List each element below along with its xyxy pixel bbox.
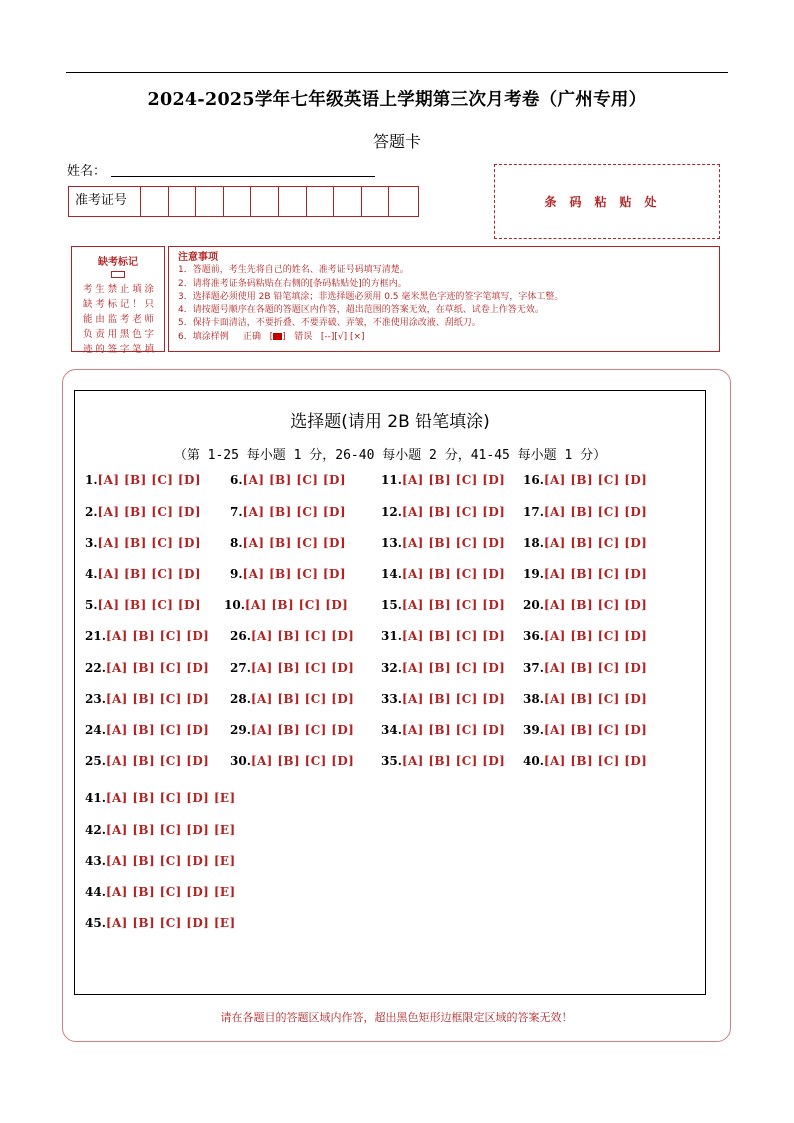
- answer-options[interactable]: [A] [B] [C] [D]: [242, 473, 346, 487]
- note-item: 2．请将准考证条码粘贴在右侧的[条码粘贴处]的方框内。: [178, 278, 407, 289]
- answer-options[interactable]: [A] [B] [C] [D]: [401, 661, 506, 675]
- answer-options[interactable]: [A] [B] [C] [D]: [543, 754, 648, 768]
- answer-options[interactable]: [A] [B] [C] [D]: [401, 505, 506, 519]
- answer-options[interactable]: [A] [B] [C] [D]: [401, 692, 506, 706]
- question-number: 26.: [230, 629, 251, 643]
- answer-options[interactable]: [A] [B] [C] [D]: [97, 536, 201, 550]
- top-rule: [66, 72, 728, 73]
- question-number: 36.: [523, 629, 544, 643]
- question-32: [381, 661, 505, 675]
- question-29: [230, 723, 354, 737]
- question-38: [523, 692, 647, 706]
- question-number: 7.: [230, 505, 243, 519]
- question-44: [85, 885, 236, 899]
- answer-options[interactable]: [A] [B] [C] [D]: [543, 567, 648, 581]
- question-8: [230, 536, 346, 550]
- exam-number-box: [68, 186, 419, 217]
- question-number: 44.: [85, 885, 106, 899]
- question-45: [85, 916, 236, 930]
- exam-number-cell[interactable]: [196, 187, 224, 216]
- answer-options[interactable]: [A] [B] [C] [D]: [105, 723, 210, 737]
- barcode-area: 条码粘贴处: [494, 164, 720, 239]
- question-number: 22.: [85, 661, 106, 675]
- exam-number-cell[interactable]: [141, 187, 169, 216]
- answer-options[interactable]: [A] [B] [C] [D]: [250, 723, 355, 737]
- answer-options[interactable]: [A] [B] [C] [D] [E]: [105, 916, 236, 930]
- question-number: 3.: [85, 536, 98, 550]
- question-number: 20.: [523, 598, 544, 612]
- question-number: 14.: [381, 567, 402, 581]
- question-number: 23.: [85, 692, 106, 706]
- question-13: [381, 536, 505, 550]
- question-number: 37.: [523, 661, 544, 675]
- absent-checkbox[interactable]: [111, 271, 125, 278]
- question-number: 38.: [523, 692, 544, 706]
- question-number: 16.: [523, 473, 544, 487]
- answer-options[interactable]: [A] [B] [C] [D]: [401, 723, 506, 737]
- answer-options[interactable]: [A] [B] [C] [D] [E]: [105, 791, 236, 805]
- question-number: 21.: [85, 629, 106, 643]
- question-number: 17.: [523, 505, 544, 519]
- answer-options[interactable]: [A] [B] [C] [D]: [543, 536, 648, 550]
- answer-options[interactable]: [A] [B] [C] [D]: [242, 536, 346, 550]
- question-40: [523, 754, 647, 768]
- exam-number-cell[interactable]: [224, 187, 252, 216]
- note-item: 5．保持卡面清洁，不要折叠、不要弄破、弄皱，不准使用涂改液、刮纸刀。: [178, 318, 481, 329]
- notes-box: [168, 246, 720, 352]
- question-41: [85, 791, 236, 805]
- page-title: 2024-2025学年七年级英语上学期第三次月考卷（广州专用）: [147, 90, 647, 110]
- question-number: 1.: [85, 473, 98, 487]
- footer-note: 请在各题目的答题区域内作答，超出黑色矩形边框限定区域的答案无效！: [220, 1011, 573, 1024]
- question-17: [523, 505, 647, 519]
- note-item: 1．答题前，考生先将自己的姓名、准考证号码填写清楚。: [178, 265, 409, 276]
- fill-sample-correct-label: 正确: [243, 331, 262, 342]
- question-number: 10.: [224, 598, 245, 612]
- answer-options[interactable]: [A] [B] [C] [D]: [105, 661, 210, 675]
- question-33: [381, 692, 505, 706]
- choice-title: 选择题(请用 2B 铅笔填涂): [290, 412, 490, 432]
- question-15: [381, 598, 505, 612]
- notes-title: 注意事项: [178, 252, 218, 263]
- answer-options[interactable]: [A] [B] [C] [D]: [97, 473, 201, 487]
- question-5: [85, 598, 201, 612]
- question-number: 25.: [85, 754, 106, 768]
- exam-number-cell[interactable]: [251, 187, 279, 216]
- question-3: [85, 536, 201, 550]
- answer-options[interactable]: [A] [B] [C] [D]: [543, 473, 648, 487]
- question-25: [85, 754, 209, 768]
- exam-number-cell[interactable]: [362, 187, 390, 216]
- fill-sample-prefix: 6．填涂样例: [178, 331, 229, 342]
- question-number: 24.: [85, 723, 106, 737]
- question-34: [381, 723, 505, 737]
- answer-options[interactable]: [A] [B] [C] [D]: [401, 754, 506, 768]
- question-23: [85, 692, 209, 706]
- name-field[interactable]: [111, 176, 375, 177]
- question-27: [230, 661, 354, 675]
- question-36: [523, 629, 647, 643]
- absent-text: 考生禁止填涂缺考标记！只能由监考老师负责用黑色字迹的签字笔填: [83, 284, 155, 355]
- answer-options[interactable]: [A] [B] [C] [D]: [543, 598, 648, 612]
- question-number: 12.: [381, 505, 402, 519]
- answer-options[interactable]: [A] [B] [C] [D]: [250, 754, 355, 768]
- question-number: 19.: [523, 567, 544, 581]
- question-number: 35.: [381, 754, 402, 768]
- answer-options[interactable]: [A] [B] [C] [D]: [244, 598, 349, 612]
- fill-sample: 6．填涂样例 正确 [ ] 错误 [--][√] [×]: [178, 331, 365, 342]
- exam-number-cell[interactable]: [307, 187, 335, 216]
- question-37: [523, 661, 647, 675]
- question-number: 2.: [85, 505, 98, 519]
- answer-options[interactable]: [A] [B] [C] [D]: [97, 567, 201, 581]
- question-number: 29.: [230, 723, 251, 737]
- answer-options[interactable]: [A] [B] [C] [D]: [242, 567, 346, 581]
- answer-options[interactable]: [A] [B] [C] [D] [E]: [105, 823, 236, 837]
- answer-options[interactable]: [A] [B] [C] [D]: [401, 567, 506, 581]
- question-9: [230, 567, 346, 581]
- answer-options[interactable]: [A] [B] [C] [D]: [543, 692, 648, 706]
- fill-sample-wrong-label: 错误: [294, 331, 313, 342]
- question-number: 28.: [230, 692, 251, 706]
- question-18: [523, 536, 647, 550]
- question-number: 5.: [85, 598, 98, 612]
- page-subtitle: 答题卡: [372, 132, 421, 151]
- question-16: [523, 473, 647, 487]
- question-number: 9.: [230, 567, 243, 581]
- answer-options[interactable]: [A] [B] [C] [D]: [401, 473, 506, 487]
- question-20: [523, 598, 647, 612]
- question-28: [230, 692, 354, 706]
- answer-options[interactable]: [A] [B] [C] [D]: [97, 598, 201, 612]
- absent-mark-box: [71, 246, 165, 355]
- name-label: 姓名：: [67, 164, 107, 179]
- question-43: [85, 854, 236, 868]
- absent-title: 缺考标记: [98, 257, 138, 268]
- answer-options[interactable]: [A] [B] [C] [D] [E]: [105, 885, 236, 899]
- question-number: 34.: [381, 723, 402, 737]
- answer-options[interactable]: [A] [B] [C] [D]: [250, 629, 355, 643]
- question-number: 15.: [381, 598, 402, 612]
- question-number: 18.: [523, 536, 544, 550]
- question-number: 40.: [523, 754, 544, 768]
- answer-options[interactable]: [A] [B] [C] [D]: [105, 692, 210, 706]
- filled-mark-icon: [273, 333, 282, 340]
- question-number: 32.: [381, 661, 402, 675]
- question-10: [224, 598, 348, 612]
- answer-options[interactable]: [A] [B] [C] [D]: [250, 692, 355, 706]
- answer-options[interactable]: [A] [B] [C] [D]: [543, 661, 648, 675]
- answer-options[interactable]: [A] [B] [C] [D]: [543, 629, 648, 643]
- note-item: 3．选择题必须使用 2B 铅笔填涂；非选择题必须用 0.5 毫米黑色字迹的签字笔填写，字体工整。: [178, 291, 564, 302]
- answer-options[interactable]: [A] [B] [C] [D]: [543, 723, 648, 737]
- exam-number-cell[interactable]: [279, 187, 307, 216]
- question-number: 8.: [230, 536, 243, 550]
- question-number: 6.: [230, 473, 243, 487]
- question-2: [85, 505, 201, 519]
- question-35: [381, 754, 505, 768]
- answer-options[interactable]: [A] [B] [C] [D]: [543, 505, 648, 519]
- answer-options[interactable]: [A] [B] [C] [D]: [105, 754, 210, 768]
- answer-options[interactable]: [A] [B] [C] [D]: [401, 536, 506, 550]
- question-14: [381, 567, 505, 581]
- question-11: [381, 473, 505, 487]
- exam-number-cell[interactable]: [169, 187, 197, 216]
- exam-number-cell[interactable]: [389, 187, 417, 216]
- question-number: 13.: [381, 536, 402, 550]
- question-number: 39.: [523, 723, 544, 737]
- question-number: 43.: [85, 854, 106, 868]
- question-number: 27.: [230, 661, 251, 675]
- answer-options[interactable]: [A] [B] [C] [D]: [242, 505, 346, 519]
- answer-options[interactable]: [A] [B] [C] [D]: [97, 505, 201, 519]
- question-21: [85, 629, 209, 643]
- answer-options[interactable]: [A] [B] [C] [D]: [401, 629, 506, 643]
- question-number: 11.: [381, 473, 402, 487]
- question-4: [85, 567, 201, 581]
- question-number: 42.: [85, 823, 106, 837]
- question-39: [523, 723, 647, 737]
- answer-options[interactable]: [A] [B] [C] [D]: [250, 661, 355, 675]
- question-number: 45.: [85, 916, 106, 930]
- choice-subtitle: （第 1-25 每小题 1 分，26-40 每小题 2 分，41-45 每小题 1 分）: [173, 448, 607, 463]
- exam-number-label: 准考证号: [69, 187, 141, 216]
- question-26: [230, 629, 354, 643]
- question-7: [230, 505, 346, 519]
- exam-number-cell[interactable]: [334, 187, 362, 216]
- question-number: 30.: [230, 754, 251, 768]
- question-42: [85, 823, 236, 837]
- question-12: [381, 505, 505, 519]
- question-31: [381, 629, 505, 643]
- question-number: 33.: [381, 692, 402, 706]
- question-6: [230, 473, 346, 487]
- answer-options[interactable]: [A] [B] [C] [D] [E]: [105, 854, 236, 868]
- answer-options[interactable]: [A] [B] [C] [D]: [401, 598, 506, 612]
- answer-options[interactable]: [A] [B] [C] [D]: [105, 629, 210, 643]
- question-30: [230, 754, 354, 768]
- question-19: [523, 567, 647, 581]
- note-item: 4．请按题号顺序在各题的答题区内作答，超出范围的答案无效，在草纸、试卷上作答无效。: [178, 305, 544, 316]
- question-22: [85, 661, 209, 675]
- question-1: [85, 473, 201, 487]
- question-number: 4.: [85, 567, 98, 581]
- fill-sample-wrong-marks: [--][√] [×]: [320, 331, 365, 342]
- question-number: 41.: [85, 791, 106, 805]
- question-number: 31.: [381, 629, 402, 643]
- question-24: [85, 723, 209, 737]
